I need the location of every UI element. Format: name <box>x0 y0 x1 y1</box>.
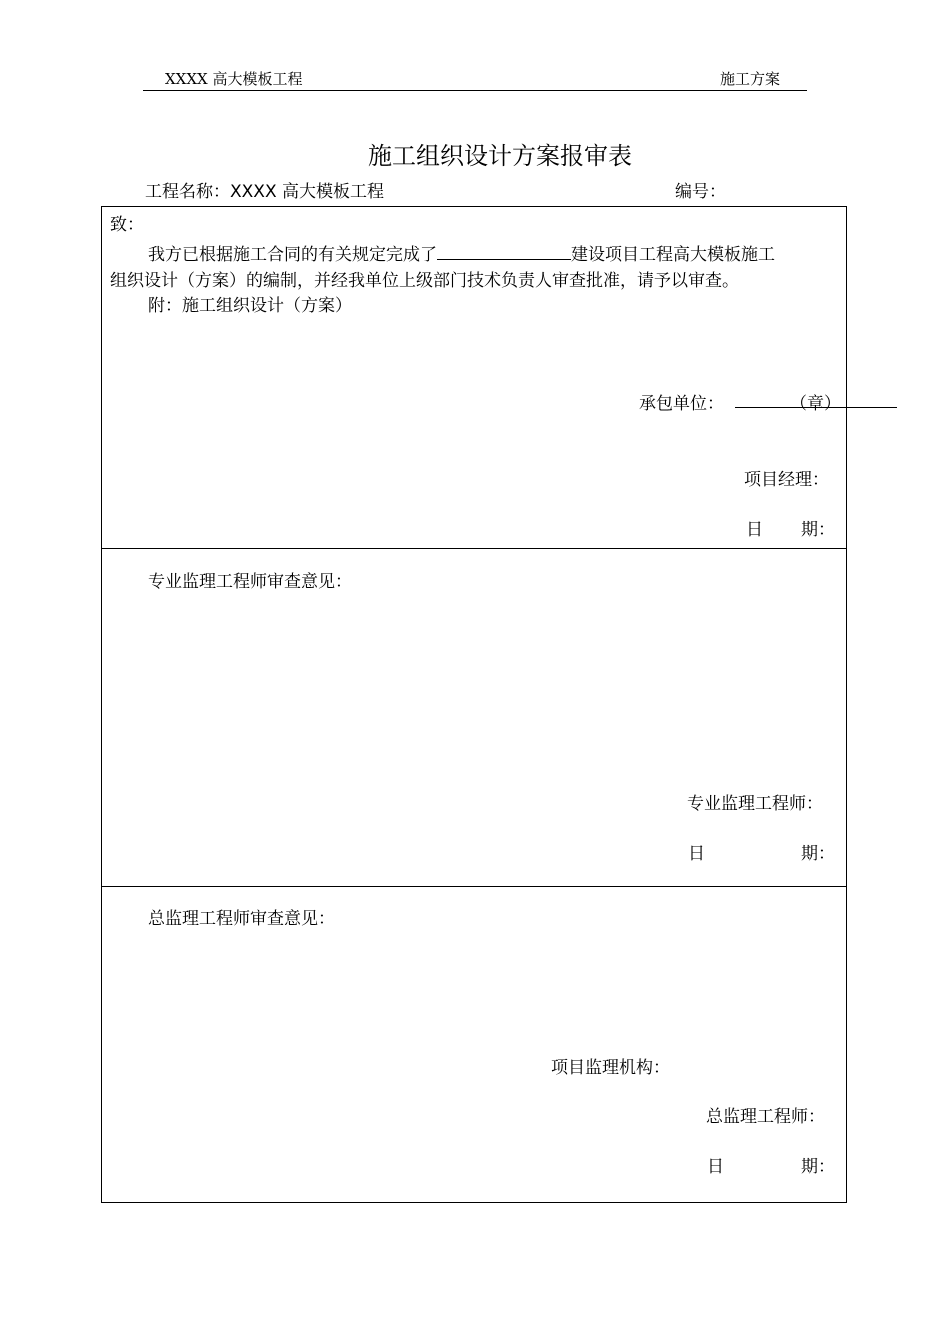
page-title: 施工组织设计方案报审表 <box>368 142 632 170</box>
specialist-engineer-label: 专业监理工程师： <box>687 794 823 814</box>
submission-text-line-1 <box>148 240 775 265</box>
header-project-name: XXXX 高大模板工程 <box>165 70 303 88</box>
contractor-label: 承包单位： <box>639 394 724 414</box>
project-name-value: XXXX 高大模板工程 <box>230 182 384 202</box>
stamp-label: （章） <box>790 394 841 414</box>
submission-text-part-a: 我方已根据施工合同的有关规定完成了 <box>148 245 437 265</box>
supervision-org-label: 项目监理机构： <box>551 1058 670 1078</box>
project-blank-field[interactable] <box>437 245 571 260</box>
serial-number-label: 编号： <box>675 182 726 202</box>
date-label-period: 期： <box>801 520 835 540</box>
project-manager-label: 项目经理： <box>744 470 829 490</box>
submission-text-line-2: 组织设计（方案）的编制，并经我单位上级部门技术负责人审查批准，请予以审查。 <box>110 271 739 291</box>
date-label-day: 日 <box>688 844 705 864</box>
date-label-day: 日 <box>707 1157 724 1177</box>
chief-engineer-label: 总监理工程师： <box>706 1107 825 1127</box>
date-label-period: 期： <box>801 1157 835 1177</box>
header-rule <box>143 90 807 91</box>
attachment-label: 附：施工组织设计（方案） <box>148 296 352 316</box>
section-divider <box>102 548 846 549</box>
header-doc-type: 施工方案 <box>720 70 781 88</box>
addressee-label: 致： <box>110 215 144 235</box>
specialist-opinion-label: 专业监理工程师审查意见： <box>148 572 352 592</box>
chief-opinion-label: 总监理工程师审查意见： <box>148 909 335 929</box>
review-form <box>101 206 847 1203</box>
date-label-period: 期： <box>801 844 835 864</box>
project-name-label: 工程名称： <box>145 182 230 202</box>
date-label-day: 日 <box>746 520 763 540</box>
section-divider <box>102 886 846 887</box>
project-name-line <box>145 177 384 202</box>
submission-text-part-b: 建设项目工程高大模板施工 <box>571 245 775 265</box>
